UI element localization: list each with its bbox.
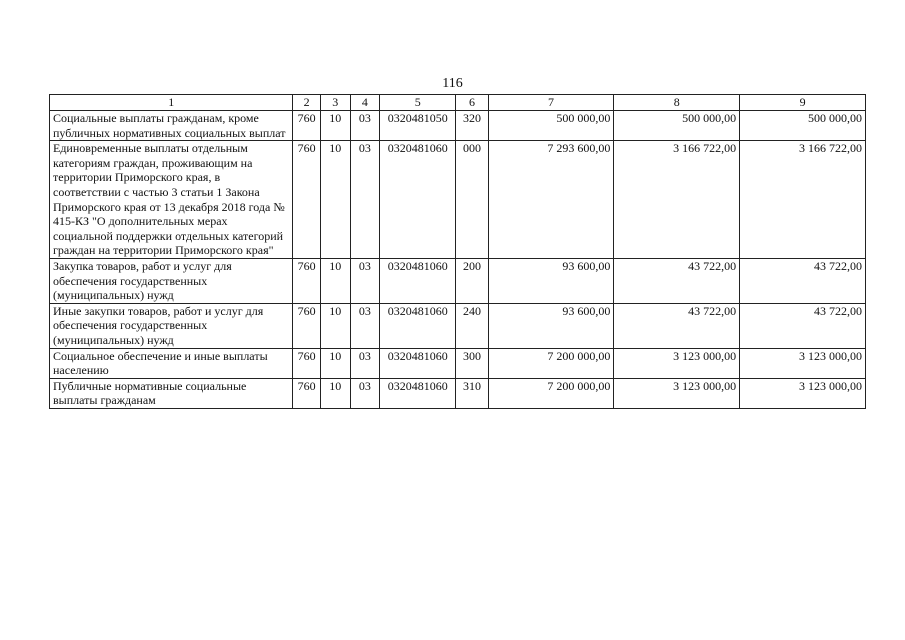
ministry-code: 760 [293, 258, 320, 303]
amount-col-8: 3 123 000,00 [614, 348, 740, 378]
subsection-code: 03 [350, 378, 379, 408]
amount-col-9: 3 123 000,00 [740, 348, 866, 378]
expense-type-code: 200 [456, 258, 488, 303]
section-code: 10 [320, 141, 350, 259]
header-cell-8: 8 [614, 95, 740, 111]
table-header [50, 95, 866, 111]
ministry-code: 760 [293, 378, 320, 408]
ministry-code: 760 [293, 303, 320, 348]
target-code: 0320481060 [379, 141, 455, 259]
table-row [50, 258, 866, 303]
amount-col-7: 500 000,00 [488, 111, 614, 141]
row-name: Социальное обеспечение и иные выплаты населению [50, 348, 293, 378]
expense-type-code: 000 [456, 141, 488, 259]
row-name: Социальные выплаты гражданам, кроме публичных нормативных социальных выплат [50, 111, 293, 141]
header-cell-9: 9 [740, 95, 866, 111]
amount-col-7: 7 293 600,00 [488, 141, 614, 259]
section-code: 10 [320, 258, 350, 303]
amount-col-9: 43 722,00 [740, 303, 866, 348]
subsection-code: 03 [350, 258, 379, 303]
section-code: 10 [320, 111, 350, 141]
amount-col-8: 500 000,00 [614, 111, 740, 141]
expense-type-code: 300 [456, 348, 488, 378]
target-code: 0320481050 [379, 111, 455, 141]
table-row [50, 348, 866, 378]
row-name: Иные закупки товаров, работ и услуг для обеспечения государственных (муниципальных) нужд [50, 303, 293, 348]
amount-col-9: 3 123 000,00 [740, 378, 866, 408]
header-cell-7: 7 [488, 95, 614, 111]
ministry-code: 760 [293, 141, 320, 259]
page-number: 116 [442, 76, 463, 91]
row-name: Публичные нормативные социальные выплаты гражданам [50, 378, 293, 408]
subsection-code: 03 [350, 111, 379, 141]
expense-type-code: 320 [456, 111, 488, 141]
amount-col-7: 93 600,00 [488, 258, 614, 303]
target-code: 0320481060 [379, 348, 455, 378]
target-code: 0320481060 [379, 303, 455, 348]
header-row [50, 95, 866, 111]
budget-table [49, 94, 866, 409]
amount-col-8: 43 722,00 [614, 303, 740, 348]
row-name: Закупка товаров, работ и услуг для обеспечения государственных (муниципальных) нужд [50, 258, 293, 303]
amount-col-9: 500 000,00 [740, 111, 866, 141]
expense-type-code: 310 [456, 378, 488, 408]
amount-col-7: 93 600,00 [488, 303, 614, 348]
header-cell-5: 5 [379, 95, 455, 111]
amount-col-8: 43 722,00 [614, 258, 740, 303]
amount-col-8: 3 166 722,00 [614, 141, 740, 259]
subsection-code: 03 [350, 348, 379, 378]
amount-col-9: 43 722,00 [740, 258, 866, 303]
amount-col-7: 7 200 000,00 [488, 378, 614, 408]
header-cell-6: 6 [456, 95, 488, 111]
ministry-code: 760 [293, 111, 320, 141]
table-row [50, 111, 866, 141]
table-row [50, 378, 866, 408]
header-cell-2: 2 [293, 95, 320, 111]
table-row [50, 303, 866, 348]
subsection-code: 03 [350, 303, 379, 348]
amount-col-8: 3 123 000,00 [614, 378, 740, 408]
section-code: 10 [320, 348, 350, 378]
target-code: 0320481060 [379, 378, 455, 408]
row-name: Единовременные выплаты отдельным категориям граждан, проживающим на территории Приморского края, в соответствии с частью 3 статьи 1 Закона Приморского края от 13 декабря 2018 года № 415-КЗ "О дополнительных мерах социальной поддержки отдельных категорий граждан на территории Приморского края" [50, 141, 293, 259]
header-cell-4: 4 [350, 95, 379, 111]
section-code: 10 [320, 303, 350, 348]
target-code: 0320481060 [379, 258, 455, 303]
section-code: 10 [320, 378, 350, 408]
amount-col-7: 7 200 000,00 [488, 348, 614, 378]
amount-col-9: 3 166 722,00 [740, 141, 866, 259]
header-cell-1: 1 [50, 95, 293, 111]
header-cell-3: 3 [320, 95, 350, 111]
subsection-code: 03 [350, 141, 379, 259]
table-row [50, 141, 866, 259]
expense-type-code: 240 [456, 303, 488, 348]
ministry-code: 760 [293, 348, 320, 378]
